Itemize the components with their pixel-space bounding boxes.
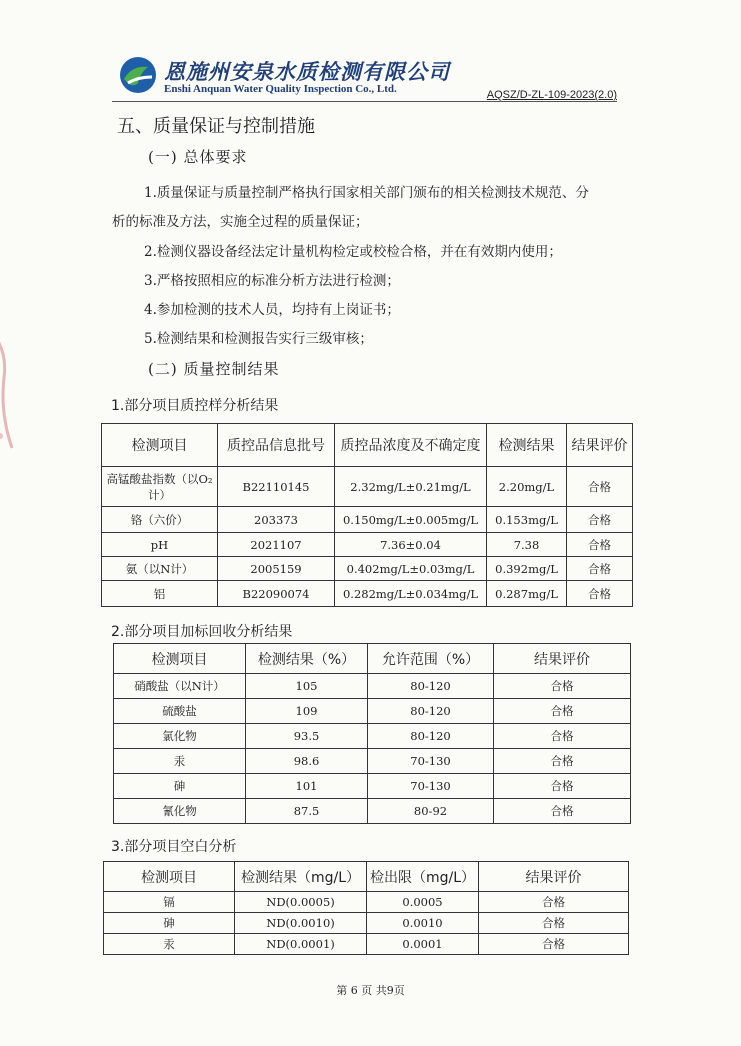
table-cell: 87.5	[246, 799, 368, 824]
table-cell: 氨（以N计）	[102, 557, 218, 581]
table-row	[102, 581, 633, 607]
table-cell: 70-130	[368, 774, 494, 799]
table-cell: 汞	[104, 934, 235, 955]
requirement-line: 1.质量保证与质量控制严格执行国家相关部门颁布的相关检测技术规范、分	[144, 185, 589, 201]
subsection-general: (一) 总体要求	[148, 148, 248, 166]
table-cell: 0.287mg/L	[487, 581, 567, 607]
table-cell: ND(0.0010)	[235, 913, 367, 934]
table-header-row	[102, 424, 633, 467]
table-cell: 汞	[114, 749, 246, 774]
requirement-line: 2.检测仪器设备经法定计量机构检定或校检合格，并在有效期内使用；	[144, 244, 562, 260]
blank-analysis-table	[103, 861, 629, 955]
spike-recovery-table	[113, 643, 631, 824]
table-row	[104, 934, 629, 955]
column-header: 检测结果	[487, 424, 567, 467]
column-header: 结果评价	[567, 424, 633, 467]
table-cell: 硝酸盐（以N计）	[114, 674, 246, 699]
subsection-qc-results: (二) 质量控制结果	[148, 360, 280, 378]
table-row	[102, 533, 633, 557]
table-cell: 2005159	[218, 557, 335, 581]
header-divider	[112, 101, 617, 102]
table-cell: 80-120	[368, 674, 494, 699]
table-row	[114, 724, 631, 749]
table-cell: 砷	[104, 913, 235, 934]
requirement-line: 3.严格按照相应的标准分析方法进行检测；	[144, 273, 400, 289]
table-cell: 合格	[567, 507, 633, 533]
table-row	[102, 507, 633, 533]
table-cell: 硫酸盐	[114, 699, 246, 724]
table-row	[114, 774, 631, 799]
table-cell: 0.392mg/L	[487, 557, 567, 581]
table-row	[102, 557, 633, 581]
table1-title: 1.部分项目质控样分析结果	[111, 398, 279, 414]
table-cell: 镉	[104, 892, 235, 913]
column-header: 允许范围（%）	[368, 644, 494, 674]
letterhead	[112, 52, 617, 102]
document-number: AQSZ/D-ZL-109-2023(2.0)	[486, 89, 617, 101]
requirement-line: 5.检测结果和检测报告实行三级审核；	[144, 331, 373, 347]
table-cell: 93.5	[246, 724, 368, 749]
column-header: 检测结果（%）	[246, 644, 368, 674]
table-cell: 合格	[494, 674, 631, 699]
table-cell: 0.150mg/L±0.005mg/L	[335, 507, 487, 533]
table-cell: B22090074	[218, 581, 335, 607]
table-cell: ND(0.0001)	[235, 934, 367, 955]
table-row	[114, 699, 631, 724]
table-cell: 铝	[102, 581, 218, 607]
table-row	[102, 467, 633, 507]
table-cell: 203373	[218, 507, 335, 533]
table3-title: 3.部分项目空白分析	[111, 839, 237, 855]
table-cell: 80-120	[368, 699, 494, 724]
table-cell: 合格	[494, 799, 631, 824]
table-cell: 98.6	[246, 749, 368, 774]
qc-sample-table	[101, 423, 633, 607]
column-header: 检测项目	[102, 424, 218, 467]
table-cell: 0.282mg/L±0.034mg/L	[335, 581, 487, 607]
column-header: 检测项目	[104, 862, 235, 892]
company-name-en: Enshi Anquan Water Quality Inspection Co., Ltd.	[164, 83, 397, 95]
table-cell: 合格	[479, 913, 629, 934]
section-title: 五、质量保证与控制措施	[117, 116, 315, 137]
page-number: 第 6 页 共9页	[336, 984, 405, 997]
requirement-line: 4.参加检测的技术人员，均持有上岗证书；	[144, 302, 400, 318]
table-cell: 0.0005	[367, 892, 479, 913]
table-cell: 7.38	[487, 533, 567, 557]
table-cell: pH	[102, 533, 218, 557]
table-cell: 2.20mg/L	[487, 467, 567, 507]
table-cell: 合格	[479, 892, 629, 913]
table-cell: 0.402mg/L±0.03mg/L	[335, 557, 487, 581]
table-header-row	[114, 644, 631, 674]
table-cell: 0.0010	[367, 913, 479, 934]
table-cell: 氰化物	[114, 799, 246, 824]
table-cell: 合格	[567, 581, 633, 607]
table-cell: 合格	[494, 774, 631, 799]
table-cell: 2.32mg/L±0.21mg/L	[335, 467, 487, 507]
table-cell: 合格	[567, 533, 633, 557]
column-header: 质控品浓度及不确定度	[335, 424, 487, 467]
table-row	[104, 913, 629, 934]
table-cell: B22110145	[218, 467, 335, 507]
table-cell: 105	[246, 674, 368, 699]
column-header: 检出限（mg/L）	[367, 862, 479, 892]
company-name-cn: 恩施州安泉水质检测有限公司	[164, 59, 450, 84]
column-header: 质控品信息批号	[218, 424, 335, 467]
table-cell: 合格	[494, 724, 631, 749]
table-cell: 合格	[567, 467, 633, 507]
table-cell: 0.0001	[367, 934, 479, 955]
table-cell: 7.36±0.04	[335, 533, 487, 557]
table-row	[114, 799, 631, 824]
table-cell: 70-130	[368, 749, 494, 774]
company-logo-icon	[118, 55, 158, 95]
column-header: 结果评价	[479, 862, 629, 892]
table-cell: 合格	[479, 934, 629, 955]
table-cell: 合格	[567, 557, 633, 581]
table-cell: 合格	[494, 749, 631, 774]
table-row	[114, 749, 631, 774]
table-row	[114, 674, 631, 699]
column-header: 检测结果（mg/L）	[235, 862, 367, 892]
table-cell: 80-120	[368, 724, 494, 749]
table-cell: 高锰酸盐指数（以O₂计）	[102, 467, 218, 507]
seal-stamp-fragment	[0, 318, 22, 458]
table-row	[104, 892, 629, 913]
table-cell: 铬（六价）	[102, 507, 218, 533]
table-header-row	[104, 862, 629, 892]
table2-title: 2.部分项目加标回收分析结果	[111, 624, 293, 640]
table-cell: 80-92	[368, 799, 494, 824]
column-header: 检测项目	[114, 644, 246, 674]
table-cell: ND(0.0005)	[235, 892, 367, 913]
table-cell: 氯化物	[114, 724, 246, 749]
table-cell: 0.153mg/L	[487, 507, 567, 533]
table-cell: 砷	[114, 774, 246, 799]
column-header: 结果评价	[494, 644, 631, 674]
table-cell: 合格	[494, 699, 631, 724]
table-cell: 109	[246, 699, 368, 724]
table-cell: 2021107	[218, 533, 335, 557]
table-cell: 101	[246, 774, 368, 799]
requirement-line: 析的标准及方法，实施全过程的质量保证；	[112, 214, 369, 230]
